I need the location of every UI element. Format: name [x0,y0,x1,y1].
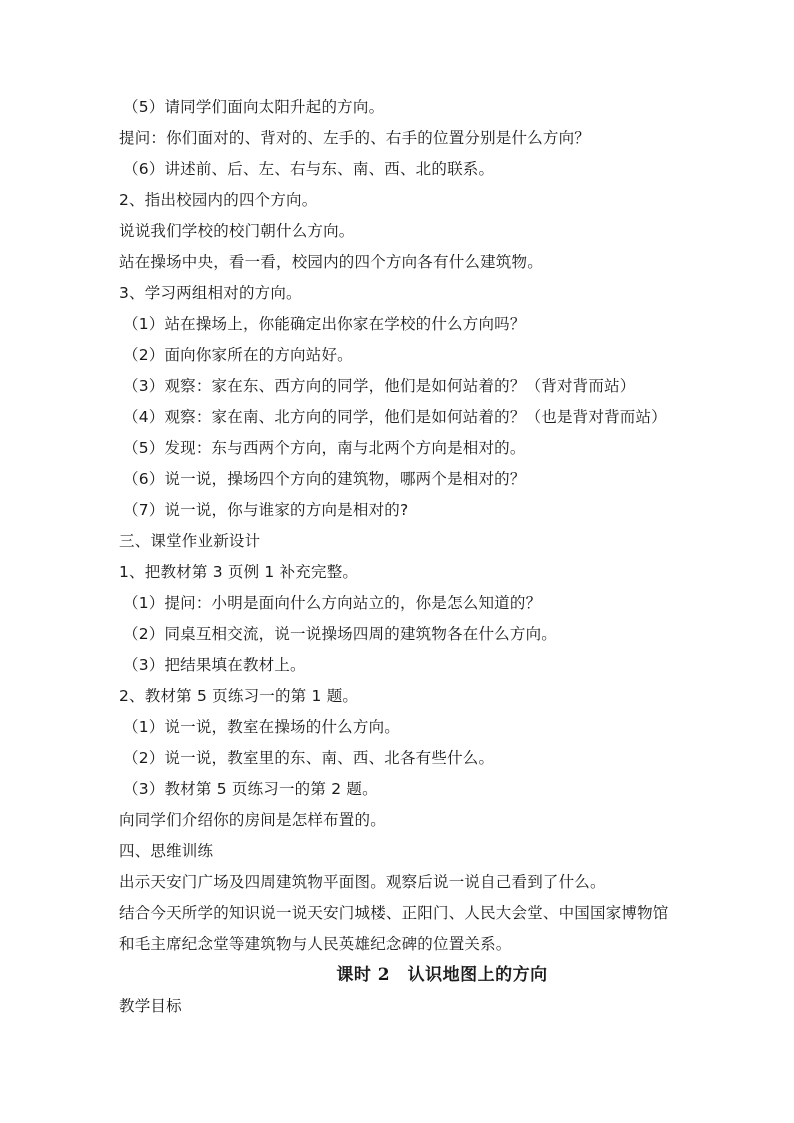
text-line: （2）同桌互相交流，说一说操场四周的建筑物各在什么方向。 [123,625,557,643]
document-body [119,92,699,1022]
text-line: 结合今天所学的知识说一说天安门城楼、正阳门、人民大会堂、中国国家博物馆 [119,904,669,922]
text-line: 站在操场中央，看一看，校园内的四个方向各有什么建筑物。 [119,253,543,271]
text-line: （3）教材第 5 页练习一的第 2 题。 [123,780,378,798]
text-line: 和毛主席纪念堂等建筑物与人民英雄纪念碑的位置关系。 [119,935,512,953]
section-heading: 四、思维训练 [119,842,214,860]
text-line: （2）说一说，教室里的东、南、西、北各有些什么。 [123,749,495,767]
text-line: 教学目标 [119,997,182,1015]
text-line: 提问：你们面对的、背对的、左手的、右手的位置分别是什么方向？ [119,129,591,147]
section-item: 1、把教材第 3 页例 1 补充完整。 [119,563,359,581]
text-line: （3）观察：家在东、西方向的同学，他们是如何站着的？（背对背而站） [123,377,636,395]
text-line: （7）说一说，你与谁家的方向是相对的? [123,501,409,519]
text-line: 出示天安门广场及四周建筑物平面图。观察后说一说自己看到了什么。 [119,873,606,891]
section-heading: 三、课堂作业新设计 [119,532,261,550]
text-line: （6）说一说，操场四个方向的建筑物，哪两个是相对的？ [123,470,526,488]
text-line: （6）讲述前、后、左、右与东、南、西、北的联系。 [123,160,495,178]
text-line: 说说我们学校的校门朝什么方向。 [119,222,355,240]
text-line: （1）说一说，教室在操场的什么方向。 [123,718,400,736]
section-item: 3、学习两组相对的方向。 [119,284,302,302]
section-item: 2、教材第 5 页练习一的第 1 题。 [119,687,359,705]
lesson-title: 课时 2 认识地图上的方向 [336,965,548,985]
text-line: （1）提问：小明是面向什么方向站立的，你是怎么知道的？ [123,594,542,612]
text-line: （2）面向你家所在的方向站好。 [123,346,353,364]
text-line: （1）站在操场上，你能确定出你家在学校的什么方向吗？ [123,315,526,333]
text-line: （5）发现：东与西两个方向，南与北两个方向是相对的。 [123,439,526,457]
section-item: 2、指出校园内的四个方向。 [119,191,318,209]
text-line: （4）观察：家在南、北方向的同学，他们是如何站着的？（也是背对背而站） [123,408,667,426]
text-line: （5）请同学们面向太阳升起的方向。 [123,98,385,116]
text-line: （3）把结果填在教材上。 [123,656,306,674]
text-line: 向同学们介绍你的房间是怎样布置的。 [119,811,386,829]
